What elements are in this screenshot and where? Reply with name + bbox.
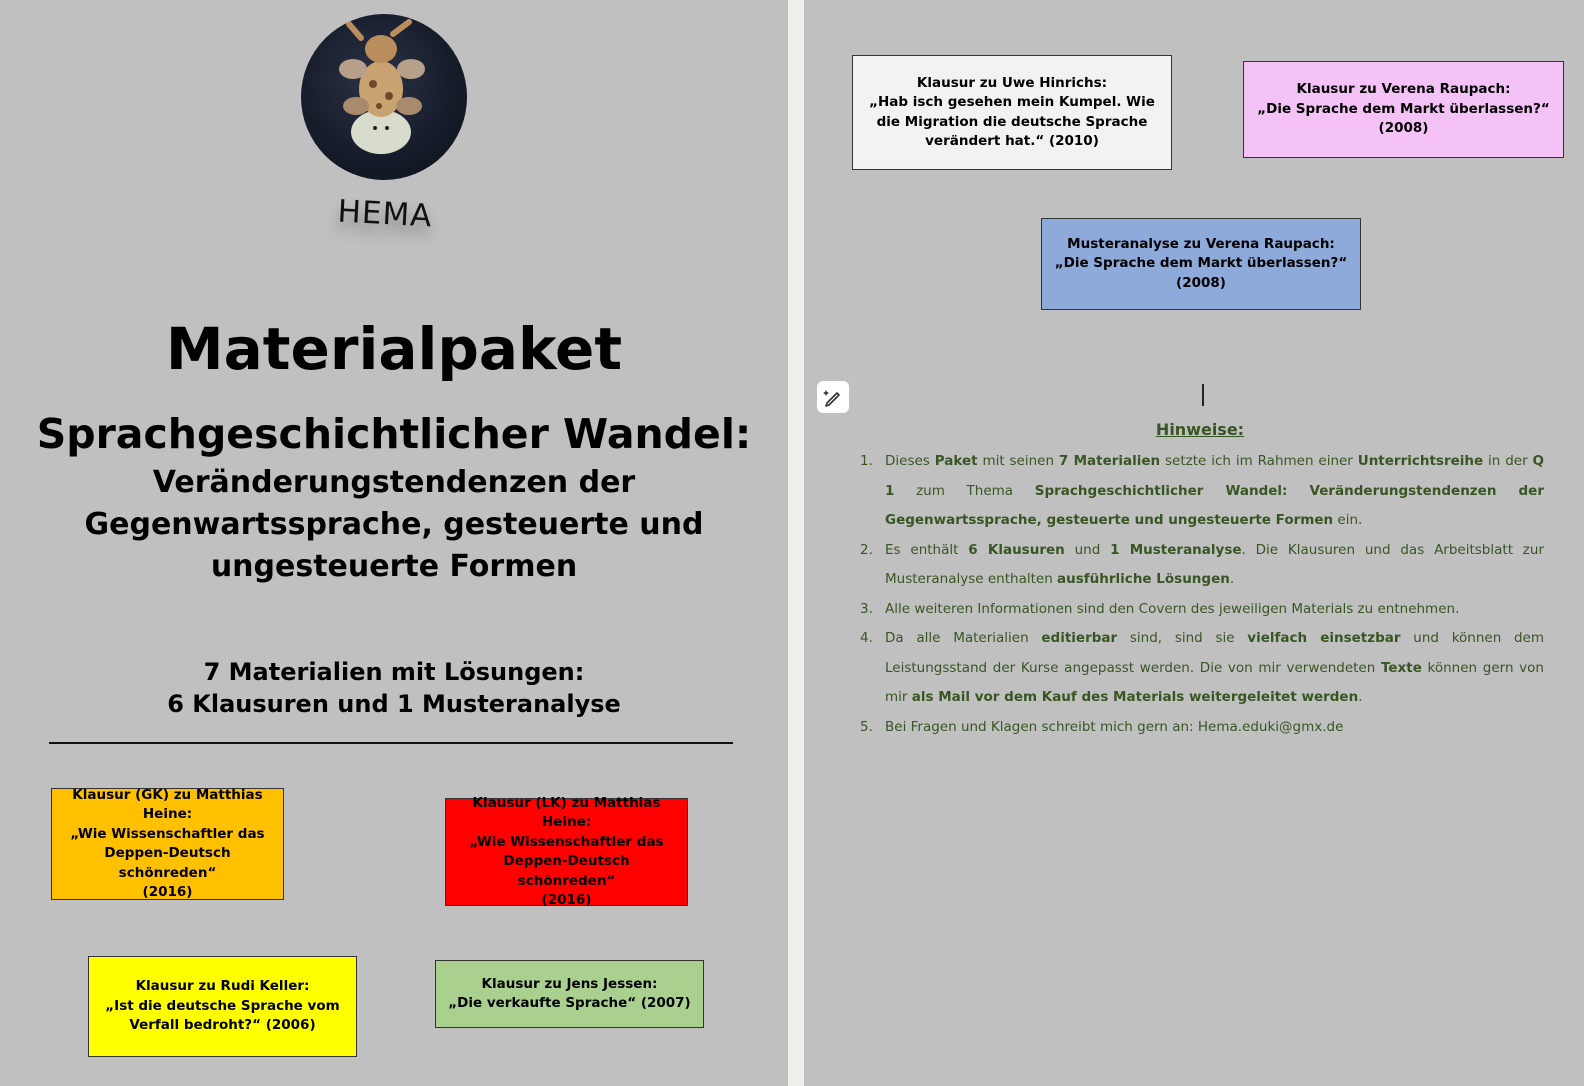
hinweis-text: . Die Klausuren und das Arbeitsblatt zur Musteranalyse enthalten — [885, 541, 1544, 587]
hinweis-number: 3. — [860, 600, 873, 617]
hinweis-bold-text: 7 Materialien — [1058, 453, 1161, 469]
hinweis-item — [860, 447, 1544, 536]
hinweis-text: in der — [1483, 453, 1533, 469]
hinweis-text: zum Thema — [894, 482, 1035, 499]
pen-sparkle-icon[interactable] — [817, 381, 849, 413]
hinweis-bold-text: Sprachgeschichtlicher Wandel: Veränderungstendenzen der Gegenwartssprache, gesteuerte und ungesteuerte Formen — [885, 482, 1544, 528]
box-klausur-lk-heine[interactable] — [445, 794, 688, 908]
page-title: Materialpaket — [165, 315, 623, 383]
hinweis-text: und — [1064, 541, 1111, 558]
hinweis-text: Dieses — [885, 453, 935, 469]
box-text: Musteranalyse zu Verena Raupach: „Die Sprache dem Markt überlassen?“ (2008) — [1054, 235, 1348, 291]
hinweis-bold-text: 6 Klausuren — [968, 541, 1065, 558]
hinweis-text: Bei Fragen und Klagen schreibt mich gern an: Hema.eduki@gmx.de — [885, 718, 1344, 735]
hinweis-number: 5. — [860, 718, 873, 735]
box-klausur-hinrichs[interactable] — [852, 55, 1172, 170]
hinweis-item — [860, 536, 1544, 595]
box-text: Klausur (LK) zu Matthias Heine: „Wie Wissenschaftler das Deppen-Deutsch schönreden“ (2016) — [469, 794, 664, 908]
box-text: Klausur zu Jens Jessen: „Die verkaufte Sprache“ (2007) — [448, 975, 691, 1011]
box-klausur-gk-heine[interactable] — [51, 788, 284, 900]
hinweis-text: und können dem Leistungsstand der Kurse angepasst werden. Die von mir verwendeten — [885, 630, 1545, 676]
page-gutter — [788, 0, 804, 1086]
hinweise-heading: Hinweise: — [1155, 420, 1245, 439]
summary-line-1: 7 Materialien mit Lösungen: — [203, 658, 585, 686]
hinweis-text: Es enthält — [885, 541, 969, 558]
hinweis-text: ein. — [1333, 512, 1363, 528]
box-klausur-keller[interactable] — [88, 956, 357, 1057]
hinweis-bold-text: 1 Musteranalyse — [1110, 541, 1242, 558]
box-klausur-raupach[interactable] — [1243, 61, 1564, 158]
left-page — [0, 0, 788, 1086]
hinweis-bold-text: Texte — [1380, 659, 1422, 676]
hinweis-text: können gern von mir — [885, 659, 1544, 705]
hinweis-text: Da alle Materialien — [885, 630, 1042, 646]
hinweis-number: 2. — [860, 541, 873, 558]
text-cursor — [1202, 384, 1204, 406]
hinweis-text: mit seinen — [977, 453, 1059, 469]
hinweis-text: Alle weiteren Informationen sind den Covern des jeweiligen Materials zu entnehmen. — [885, 600, 1460, 617]
summary — [0, 656, 788, 720]
summary-line-2: 6 Klausuren und 1 Musteranalyse — [167, 690, 621, 718]
subtitle: Sprachgeschichtlicher Wandel: — [36, 410, 752, 458]
box-musteranalyse-raupach[interactable] — [1041, 218, 1361, 310]
hinweis-bold-text: ausführliche Lösungen — [1057, 571, 1230, 587]
hinweis-number: 4. — [860, 630, 873, 646]
hinweis-item — [860, 713, 1544, 743]
hinweis-bold-text: editierbar — [1041, 630, 1118, 646]
box-klausur-jessen[interactable] — [435, 960, 704, 1028]
hinweis-bold-text: Unterrichtsreihe — [1357, 453, 1484, 469]
hinweis-bold-text: Paket — [934, 453, 978, 469]
hinweis-text: . — [1229, 571, 1235, 587]
logo-image — [301, 14, 467, 180]
box-text: Klausur zu Verena Raupach: „Die Sprache dem Markt überlassen?“ (2008) — [1257, 81, 1550, 137]
hinweis-bold-text: Q 1 — [885, 453, 1545, 499]
hinweis-item — [860, 624, 1544, 713]
hinweis-number: 1. — [860, 453, 873, 469]
plush-toy-icon — [301, 14, 467, 180]
logo-text: HEMA — [336, 193, 434, 235]
hinweis-text: setzte ich im Rahmen einer — [1160, 453, 1358, 469]
divider — [49, 742, 733, 744]
box-text: Klausur zu Rudi Keller: „Ist die deutsche Sprache vom Verfall bedroht?“ (2006) — [105, 978, 340, 1034]
hinweis-text: sind, sind sie — [1117, 630, 1248, 646]
pen-sparkle-glyph — [822, 386, 844, 408]
hinweis-text: . — [1358, 689, 1363, 705]
subtitle-detail: Veränderungstendenzen der Gegenwartssprache, gesteuerte und ungesteuerte Formen — [84, 465, 704, 584]
box-text: Klausur (GK) zu Matthias Heine: „Wie Wissenschaftler das Deppen-Deutsch schönreden“ (2016) — [70, 786, 265, 900]
hinweise-list — [860, 447, 1544, 742]
hinweis-bold-text: als Mail vor dem Kauf des Materials weitergeleitet werden — [911, 689, 1359, 705]
box-text: Klausur zu Uwe Hinrichs: „Hab isch gesehen mein Kumpel. Wie die Migration die deutsche Sprache verändert hat.“ (2010) — [869, 74, 1155, 149]
hinweis-bold-text: vielfach einsetzbar — [1247, 630, 1401, 646]
hinweis-item — [860, 595, 1544, 625]
